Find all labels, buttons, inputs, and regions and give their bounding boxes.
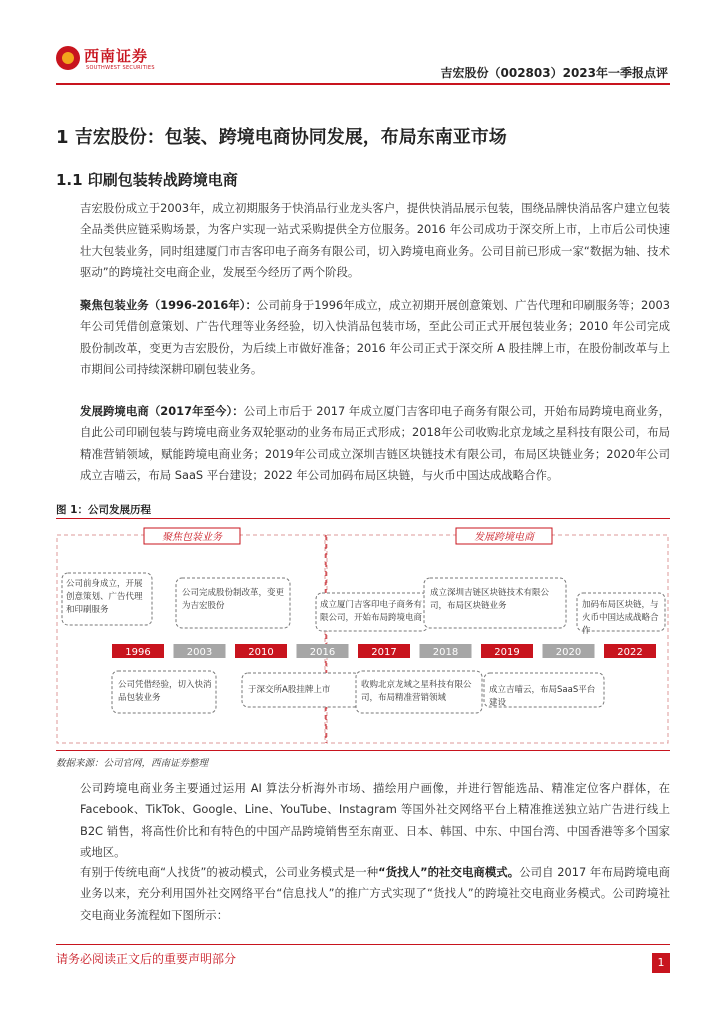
paragraph-packaging-body: 公司前身于1996年成立，成立初期开展创意策划、广告代理和印刷服务等；2003 年公司凭借创意策划、广告代理等业务经验，切入快消品包装市场，至此公司正式开展包装业务；2010 年公司完成股份制改革，变更为吉宏股份，为后续上市做好准备；2016 年公司正式于深交所 A 股挂牌上市，在股份制改革与上市期间公司持续深耕印刷包装业务。 bbox=[80, 298, 670, 376]
timeline-figure bbox=[56, 523, 670, 745]
paragraph-ecommerce-body: 公司上市后于 2017 年成立厦门吉客印电子商务有限公司，开始布局跨境电商业务，自此公司印刷包装与跨境电商业务双轮驱动的业务布局正式形成；2018年公司收购北京龙域之星科技有限公司，布局精准营销领域，赋能跨境电商业务；2019年公司成立深圳吉链区块链技术有限公司，布局区块链业务；2020年公司成立吉喵云，布局 SaaS 平台建设；2022 年公司加码布局区块链，与火币中国达成战略合作。 bbox=[80, 404, 670, 482]
paragraph-ecommerce-lead: 发展跨境电商（2017年至今）： bbox=[80, 404, 244, 418]
note-2016: 于深交所A股挂牌上市 bbox=[248, 685, 331, 695]
brand-logo-icon bbox=[56, 46, 80, 70]
year-label-2020: 2020 bbox=[555, 647, 582, 658]
note-2019: 成立深圳吉链区块链技术有限公司，布局区块链业务 bbox=[430, 588, 550, 611]
year-label-2016: 2016 bbox=[309, 647, 336, 658]
figure-label: 图 1：公司发展历程 bbox=[56, 504, 151, 516]
paragraph-social-commerce-b: 公司自 2017 年布局跨境电商业务以来，充分利用国外社交网络平台“信息找人”的推广方式实现了“货找人”的跨境社交电商业务模式。公司跨境社交电商业务流程如下图所示： bbox=[80, 865, 671, 922]
note-2010: 公司完成股份制改革，变更为吉宏股份 bbox=[182, 588, 285, 611]
year-label-2018: 2018 bbox=[432, 647, 459, 658]
figure-bottom-rule bbox=[56, 750, 670, 751]
phase2-label: 发展跨境电商 bbox=[474, 532, 534, 543]
figure-top-rule bbox=[56, 518, 670, 519]
timeline-svg bbox=[56, 523, 670, 745]
note-2017: 成立厦门吉客印电子商务有限公司，开始布局跨境电商 bbox=[320, 600, 423, 623]
paragraph-social-commerce-a: 有别于传统电商“人找货”的被动模式，公司业务模式是一种 bbox=[80, 865, 379, 879]
subsection-title: 1.1 印刷包装转战跨境电商 bbox=[56, 171, 238, 189]
year-label-1996: 1996 bbox=[125, 647, 151, 658]
note-2018: 收购北京龙域之星科技有限公司，布局精准营销领域 bbox=[361, 680, 472, 703]
year-label-2010: 2010 bbox=[248, 647, 274, 658]
paragraph-ecommerce bbox=[80, 401, 670, 486]
paragraph-ai-marketing: 公司跨境电商业务主要通过运用 AI 算法分析海外市场、描绘用户画像，并进行智能选品、精准定位客户群体，在 Facebook、TikTok、Google、Line、YouTube、Instagram 等国外社交网络平台上精准推送独立站广告进行线上 B2C 销售，将高性价比和有特色的中国产品跨境销售至东南亚、日本、韩国、中东、中国台湾、中国香港等多个国家或地区。 bbox=[80, 781, 670, 859]
note-2022: 加码布局区块链，与火币中国达成战略合作 bbox=[582, 600, 659, 636]
year-label-2022: 2022 bbox=[617, 647, 643, 658]
brand-name: 西南证券 bbox=[84, 47, 149, 65]
page-number: 1 bbox=[652, 953, 670, 973]
paragraph-social-commerce bbox=[80, 862, 670, 926]
brand-name-en: SOUTHWEST SECURITIES bbox=[86, 65, 155, 71]
figure-source: 数据来源：公司官网，西南证券整理 bbox=[56, 758, 209, 769]
report-title: 吉宏股份（002803）2023年一季报点评 bbox=[440, 66, 668, 80]
year-bars bbox=[112, 644, 656, 658]
paragraph-packaging bbox=[80, 295, 670, 380]
note-2003: 公司凭借经验，切入快消品包装业务 bbox=[118, 680, 212, 703]
note-1996: 公司前身成立，开展创意策划、广告代理和印刷服务 bbox=[66, 579, 143, 615]
year-label-2019: 2019 bbox=[494, 647, 520, 658]
header-divider bbox=[56, 83, 670, 85]
note-2020: 成立吉喵云，布局SaaS平台建设 bbox=[489, 685, 596, 708]
paragraph-intro: 吉宏股份成立于2003年，成立初期服务于快消品行业龙头客户，提供快消品展示包装，围绕品牌快消品客户建立包装全品类供应链采购场景，为客户实现一站式采购提供全方位服务。2016 年公司成功于深交所上市，上市后公司快速壮大包装业务，同时组建厦门市吉客印电子商务有限公司，切入跨境电商业务。公司目前已形成一家“数据为轴、技术驱动”的跨境社交电商企业，发展至今经历了两个阶段。 bbox=[80, 201, 670, 279]
section-title: 1 吉宏股份：包装、跨境电商协同发展，布局东南亚市场 bbox=[56, 127, 507, 148]
footer-divider bbox=[56, 944, 670, 945]
paragraph-social-commerce-bold: “货找人”的社交电商模式。 bbox=[378, 865, 520, 879]
phase1-label: 聚焦包装业务 bbox=[162, 532, 222, 543]
paragraph-packaging-lead: 聚焦包装业务（1996-2016年）： bbox=[80, 298, 258, 312]
year-label-2017: 2017 bbox=[371, 647, 397, 658]
footer-notice: 请务必阅读正文后的重要声明部分 bbox=[56, 952, 237, 966]
year-label-2003: 2003 bbox=[186, 647, 213, 658]
